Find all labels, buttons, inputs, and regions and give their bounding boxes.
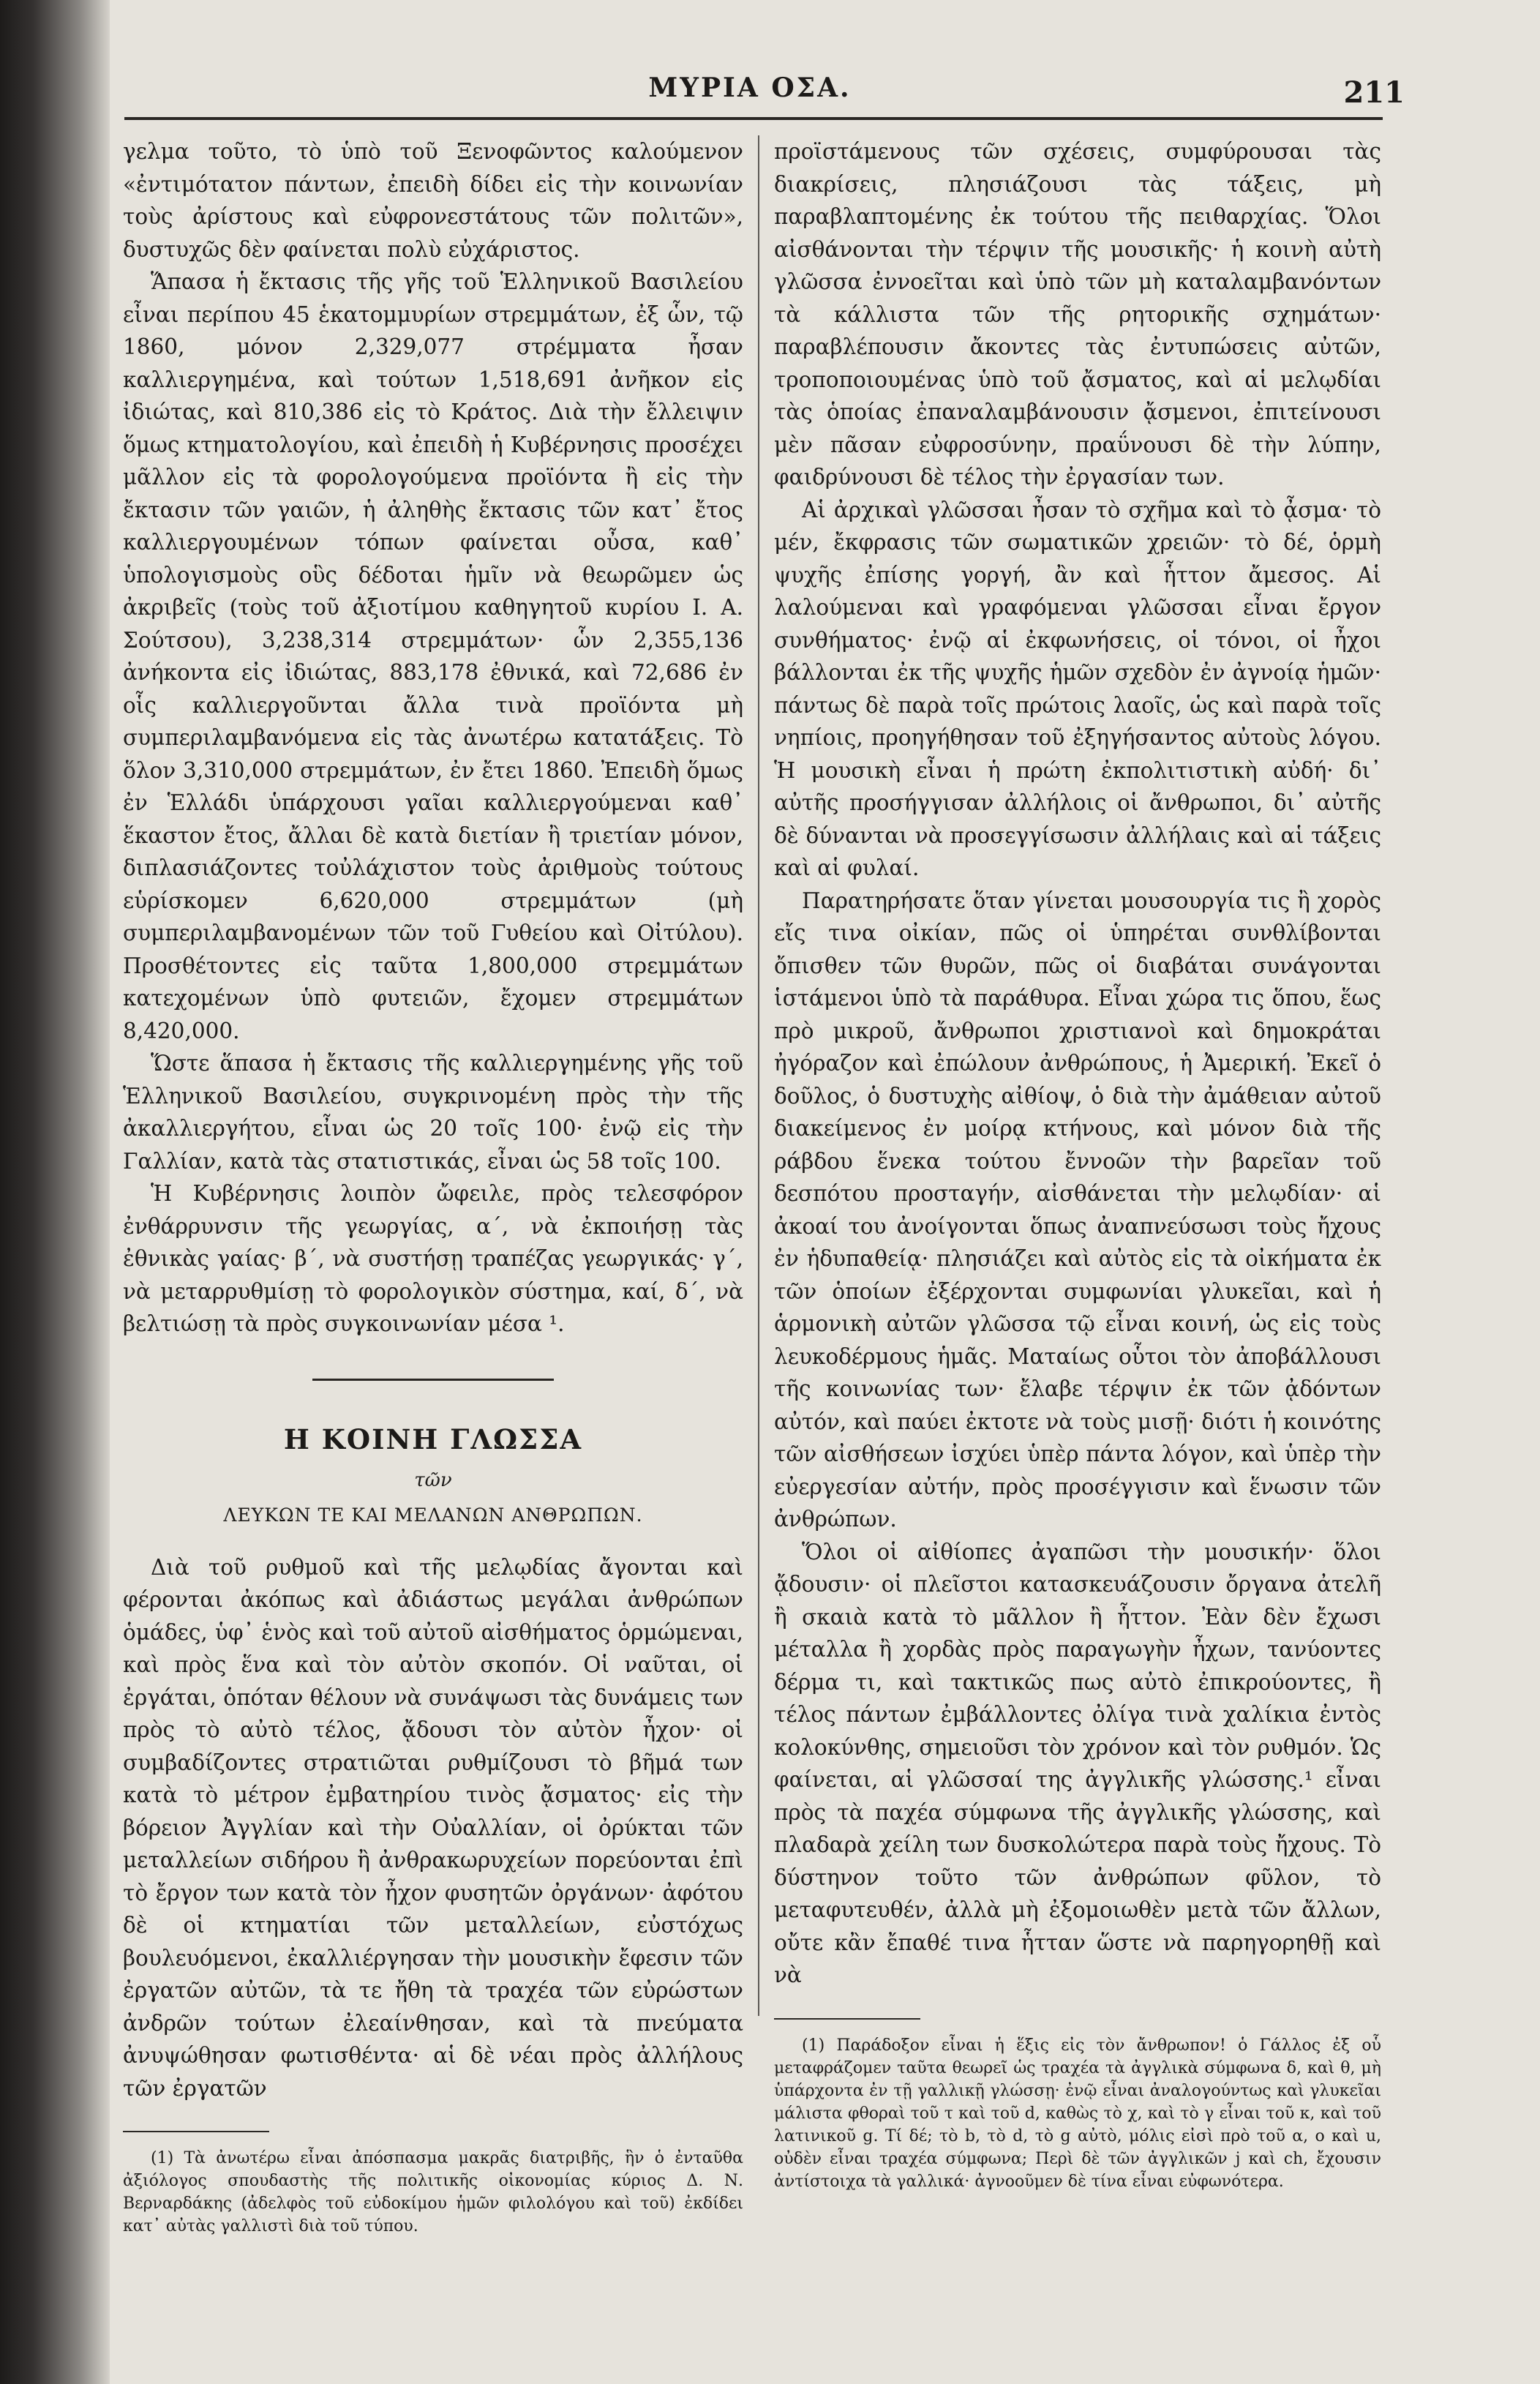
header-rule [124,117,1383,120]
right-column [774,135,1381,2193]
running-title: ΜΥΡΙΑ ΟΣΑ. [648,72,852,103]
section-subtitle: τῶν [414,1469,452,1491]
left-column [123,135,743,2238]
paragraph: Ἡ Κυβέρνησις λοιπὸν ὤφειλε, πρὸς τελεσφόρον ἐνθάρρυνσιν τῆς γεωργίας, α΄, νὰ ἐκποιήσῃ τὰς ἐθνικὰς γαίας· β΄, νὰ συστήσῃ τραπέζας γεωργικάς· γ΄, νὰ μεταρρυθμίσῃ τὸ φορολογικὸν σύστημα, καί, δ΄, νὰ βελτιώσῃ τὰ πρὸς συγκοινωνίαν μέσα ¹. [123,1181,743,1336]
paragraph: Διὰ τοῦ ρυθμοῦ καὶ τῆς μελῳδίας ἄγονται καὶ φέρονται ἀκόπως καὶ ἀδιάστως μεγάλαι ἀνθρώπων ὁμάδες, ὑφ᾽ ἑνὸς καὶ τοῦ αὐτοῦ αἰσθήματος ὁρμώμεναι, καὶ πρὸς ἕνα καὶ τὸν αὐτὸν σκοπόν. Οἱ ναῦται, οἱ ἐργάται, ὁπόταν θέλουν νὰ συνάψωσι τὰς δυνάμεις των πρὸς τὸ αὐτὸ τέλος, ᾄδουσι τὸν αὐτὸν ἦχον· οἱ συμβαδίζοντες στρατιῶται ρυθμίζουσι τὸ βῆμά των κατὰ τὸ μέτρον ἐμβατηρίου τινὸς ᾄσματος· εἰς τὴν βόρειον Ἀγγλίαν καὶ τὴν Οὐαλλίαν, οἱ ὀρύκται τῶν μεταλλείων σιδήρου ἢ ἀνθρακωρυχείων πορεύονται ἐπὶ τὸ ἔργον των κατὰ τὸν ἦχον φυσητῶν ὀργάνων· ἀφότου δὲ οἱ κτηματίαι τῶν μεταλλείων, εὐστόχως βουλευόμενοι, ἐκαλλιέργησαν τὴν μουσικὴν ἔφεσιν τῶν ἐργατῶν αὐτῶν, τὰ τε ἤθη τὰ τραχέα τῶν εὐρώστων ἀνδρῶν τούτων ἐλεαίνθησαν, καὶ τὰ πνεύματα ἀνυψώθησαν φωτισθέντα· αἱ δὲ νέαι πρὸς ἀλλήλους τῶν ἐργατῶν [123,1554,743,2101]
paragraph: Ὅλοι οἱ αἰθίοπες ἀγαπῶσι τὴν μουσικήν· ὅλοι ᾄδουσιν· οἱ πλεῖστοι κατασκευάζουσιν ὄργανα ἀτελῆ ἢ σκαιὰ κατὰ τὸ μᾶλλον ἢ ἧττον. Ἐὰν δὲν ἔχωσι μέταλλα ἢ χορδὰς πρὸς παραγωγὴν ἦχων, τανύοντες δέρμα τι, καὶ τακτικῶς πως αὐτὸ ἐπικρούοντες, ἢ τέλος πάντων ἐμβάλλοντες ὀλίγα τινὰ χαλίκια ἐντὸς κολοκύνθης, σημειοῦσι τὸν χρόνον καὶ τὸν ρυθμόν. Ὡς φαίνεται, αἱ γλῶσσαί της ἀγγλικῆς γλώσσης.¹ εἶναι πρὸς τὰ παχέα σύμφωνα τῆς ἀγγλικῆς γλώσσης, καὶ πλαδαρὰ χείλη των δυσκολώτερα παρὰ τοὺς ἤχους. Τὸ δύστηνον τοῦτο τῶν ἀνθρώπων φῦλον, τὸ μεταφυτευθέν, ἀλλὰ μὴ ἐξομοιωθὲν μετὰ τῶν ἄλλων, οὔτε κἂν ἔπαθέ τινα ἧτταν ὥστε νὰ παρηγορηθῇ καὶ νὰ [774,1539,1381,1987]
paragraph: Αἱ ἀρχικαὶ γλῶσσαι ἦσαν τὸ σχῆμα καὶ τὸ ᾆσμα· τὸ μέν, ἔκφρασις τῶν σωματικῶν χρειῶν· τὸ δέ, ὁρμὴ ψυχῆς ἐπίσης γοργή, ἂν καὶ ἧττον ἄμεσος. Αἱ λαλούμεναι καὶ γραφόμεναι γλῶσσαι εἶναι ἔργον συνθήματος· ἐνῷ αἱ ἐκφωνήσεις, οἱ τόνοι, οἱ ἦχοι βάλλονται ἐκ τῆς ψυχῆς ἡμῶν σχεδὸν ἐν ἀγνοίᾳ ἡμῶν· πάντως δὲ παρὰ τοῖς πρώτοις λαοῖς, ὡς καὶ παρὰ τοῖς νηπίοις, προηγήθησαν τοῦ ἐξηγήσαντος αὐτοὺς λόγου. Ἡ μουσικὴ εἶναι ἡ πρώτη ἐκπολιτιστικὴ αὐδή· δι᾽ αὐτῆς προσήγγισαν ἀλλήλοις οἱ ἄνθρωποι, δι᾽ αὐτῆς δὲ δύνανται νὰ προσεγγίσωσιν ἀλλήλαις καὶ αἱ τάξεις καὶ αἱ φυλαί. [774,497,1381,880]
paragraph: Ὥστε ἅπασα ἡ ἔκτασις τῆς καλλιεργημένης γῆς τοῦ Ἑλληνικοῦ Βασιλείου, συγκρινομένη πρὸς τὴν τῆς ἀκαλλιεργήτου, εἶναι ὡς 20 τοῖς 100· ἐνῷ εἰς τὴν Γαλλίαν, κατὰ τὰς στατιστικάς, εἶναι ὡς 58 τοῖς 100. [123,1051,743,1174]
paragraph: Ἅπασα ἡ ἔκτασις τῆς γῆς τοῦ Ἑλληνικοῦ Βασιλείου εἶναι περίπου 45 ἑκατομμυρίων στρεμμάτων, ἐξ ὧν, τῷ 1860, μόνον 2,329,077 στρέμματα ἦσαν καλλιεργημένα, καὶ τούτων 1,518,691 ἀνῆκον εἰς ἰδιώτας, καὶ 810,386 εἰς τὸ Κράτος. Διὰ τὴν ἔλλειψιν ὅμως κτηματολογίου, καὶ ἐπειδὴ ἡ Κυβέρνησις προσέχει μᾶλλον εἰς τὰ φορολογούμενα προϊόντα ἢ εἰς τὴν ἔκτασιν τῶν γαιῶν, ἡ ἀληθὴς ἔκτασις τῶν κατ᾽ ἔτος καλλιεργουμένων τόπων φαίνεται οὖσα, καθ᾽ ὑπολογισμοὺς οὓς δέδοται ἡμῖν νὰ θεωρῶμεν ὡς ἀκριβεῖς (τοὺς τοῦ ἀξιοτίμου καθηγητοῦ κυρίου Ι. Α. Σούτσου), 3,238,314 στρεμμάτων· ὧν 2,355,136 ἀνήκοντα εἰς ἰδιώτας, 883,178 ἐθνικά, καὶ 72,686 ἐν οἷς καλλιεργοῦνται ἄλλα τινὰ προϊόντα μὴ συμπεριλαμβανόμενα εἰς τὰς ἀνωτέρω κατατάξεις. Τὸ ὅλον 3,310,000 στρεμμάτων, ἐν ἔτει 1860. Ἐπειδὴ ὅμως ἐν Ἑλλάδι ὑπάρχουσι γαῖαι καλλιεργούμεναι καθ᾽ ἕκαστον ἔτος, ἄλλαι δὲ κατὰ διετίαν ἢ τριετίαν μόνον, διπλασιάζοντες τοὐλάχιστον τοὺς ἀριθμοὺς τούτους εὑρίσκομεν 6,620,000 στρεμμάτων (μὴ συμπεριλαμβανομένων τῶν τοῦ Γυθείου καὶ Οἰτύλου). Προσθέτοντες εἰς ταῦτα 1,800,000 στρεμμάτων κατεχομένων ὑπὸ φυτειῶν, ἔχομεν στρεμμάτων 8,420,000. [123,269,743,1043]
paragraph: Παρατηρήσατε ὅταν γίνεται μουσουργία τις ἢ χορὸς εἴς τινα οἰκίαν, πῶς οἱ ὑπηρέται συνθλίβονται ὄπισθεν τῶν θυρῶν, πῶς οἱ διαβάται συνάγονται ἱστάμενοι ὑπὸ τὰ παράθυρα. Εἶναι χώρα τις ὅπου, ἕως πρὸ μικροῦ, ἄνθρωποι χριστιανοὶ καὶ δημοκράται ἠγόραζον καὶ ἐπώλουν ἀνθρώπους, ἡ Ἀμερική. Ἐκεῖ ὁ δοῦλος, ὁ δυστυχὴς αἰθίοψ, ὁ διὰ τὴν ἀμάθειαν αὐτοῦ διακείμενος ἐν μοίρᾳ κτήνους, καὶ μόνον διὰ τῆς ράβδου ἕνεκα τούτου ἔννοῶν τὴν βαρεῖαν τοῦ δεσπότου προσταγήν, αἰσθάνεται τὴν μελῳδίαν· αἱ ἀκοαί του ἀνοίγονται ὅπως ἀναπνεύσωσι τοὺς ἤχους ἐν ἡδυπαθείᾳ· πλησιάζει καὶ αὐτὸς εἰς τὰ οἰκήματα ἐκ τῶν ὁποίων ἐξέρχονται συμφωνίαι γλυκεῖαι, καὶ ἡ ἁρμονικὴ αὐτῶν γλῶσσα τῷ εἶναι κοινή, ὡς εἰς τοὺς λευκοδέρμους ἡμᾶς. Ματαίως οὗτοι τὸν ἀποβάλλουσι τῆς κοινωνίας των· ἔλαβε τέρψιν ἐκ τῶν ᾀδόντων αὐτόν, καὶ παύει ἐκτοτε νὰ τοὺς μισῇ· διότι ἡ κοινότης τῶν αἰσθήσεων ἰσχύει ὑπὲρ πάντα λόγον, καὶ ὑπὲρ τὴν εὐεργεσίαν αὐτήν, πρὸς προσέγγισιν καὶ ἕνωσιν τῶν ἀνθρώπων. [774,888,1381,1532]
footnote-rule [123,2131,269,2132]
footnote: (1) Παράδοξον εἶναι ἡ ἕξις εἰς τὸν ἄνθρωπον! ὁ Γάλλος ἐξ οὗ μεταφράζομεν ταῦτα θεωρεῖ ὡς τραχέα τὰ ἀγγλικὰ σύμφωνα δ, καὶ θ, μὴ ὑπάρχοντα ἐν τῇ γαλλικῇ γλώσσῃ· ἐνῷ εἶναι ἀναλογούντως καὶ γλυκεῖαι μάλιστα φθοραὶ τοῦ τ καὶ τοῦ d, καθὼς τὸ χ, καὶ τὸ γ εἶναι τοῦ κ, καὶ τοῦ λατινικοῦ g. Τί δέ; τὸ b, τὸ d, τὸ g αὐτὸ, μόλις εἰσὶ πρὸ τοῦ α, ο καὶ u, οὐδὲν εἶναι τραχέα σύμφωνα; Περὶ δὲ τῶν ἀγγλικῶν j καὶ ch, ἔχουσιν ἀντίστοιχα τὰ γαλλικά· ἀγνοοῦμεν δὲ τίνα εἶναι εὐφωνότερα. [774,2036,1381,2191]
page-header [124,62,1405,113]
column-divider [758,135,759,2016]
book-spine-shadow [0,0,110,2384]
footnote: (1) Τὰ ἀνωτέρω εἶναι ἀπόσπασμα μακρᾶς διατριβῆς, ἣν ὁ ἐνταῦθα ἀξιόλογος σπουδαστὴς τῆς πολιτικῆς οἰκονομίας κύριος Δ. Ν. Βερναρδάκης (ἀδελφὸς τοῦ εὐδοκίμου ἡμῶν φιλολόγου καὶ τοῦ) ἐκδίδει κατ᾽ αὐτὰς γαλλιστὶ διὰ τοῦ τύπου. [123,2149,743,2235]
section-subtitle-secondary: ΛΕΥΚΩΝ ΤΕ ΚΑΙ ΜΕΛΑΝΩΝ ΑΝΘΡΩΠΩΝ. [223,1504,643,1526]
page-number: 211 [1343,75,1405,110]
footnote-rule [774,2018,920,2020]
paragraph: γελμα τοῦτο, τὸ ὑπὸ τοῦ Ξενοφῶντος καλούμενον «ἐντιμότατον πάντων, ἐπειδὴ δίδει εἰς τὴν κοινωνίαν τοὺς ἀρίστους καὶ εὐφρονεστάτους τῶν πολιτῶν», δυστυχῶς δὲν φαίνεται πολὺ εὐχάριστος. [123,139,743,262]
section-title: Η ΚΟΙΝΗ ΓΛΩΣΣΑ [283,1422,583,1455]
section-divider [312,1379,554,1381]
paragraph: προϊστάμενους τῶν σχέσεις, συμφύρουσαι τὰς διακρίσεις, πλησιάζουσι τὰς τάξεις, μὴ παραβλαπτομένης ἐκ τούτου τῆς πειθαρχίας. Ὅλοι αἰσθάνονται τὴν τέρψιν τῆς μουσικῆς· ἡ κοινὴ αὐτὴ γλῶσσα ἐννοεῖται καὶ ὑπὸ τῶν μὴ καταλαμβανόντων τὰ κάλλιστα τῶν τῆς ρητορικῆς σχημάτων· παραβλέπουσιν ἄκοντες τὰς ἐντυπώσεις αὐτῶν, τροποποιουμένας ὑπὸ τοῦ ᾄσματος, καὶ αἱ μελῳδίαι τὰς ὁποίας ἐπαναλαμβάνουσιν ᾄσμενοι, ἐπιτείνουσι μὲν πᾶσαν εὐφροσύνην, πραΰνουσι δὲ τὴν λύπην, φαιδρύνουσι δὲ τέλος τὴν ἐργασίαν των. [774,139,1381,490]
